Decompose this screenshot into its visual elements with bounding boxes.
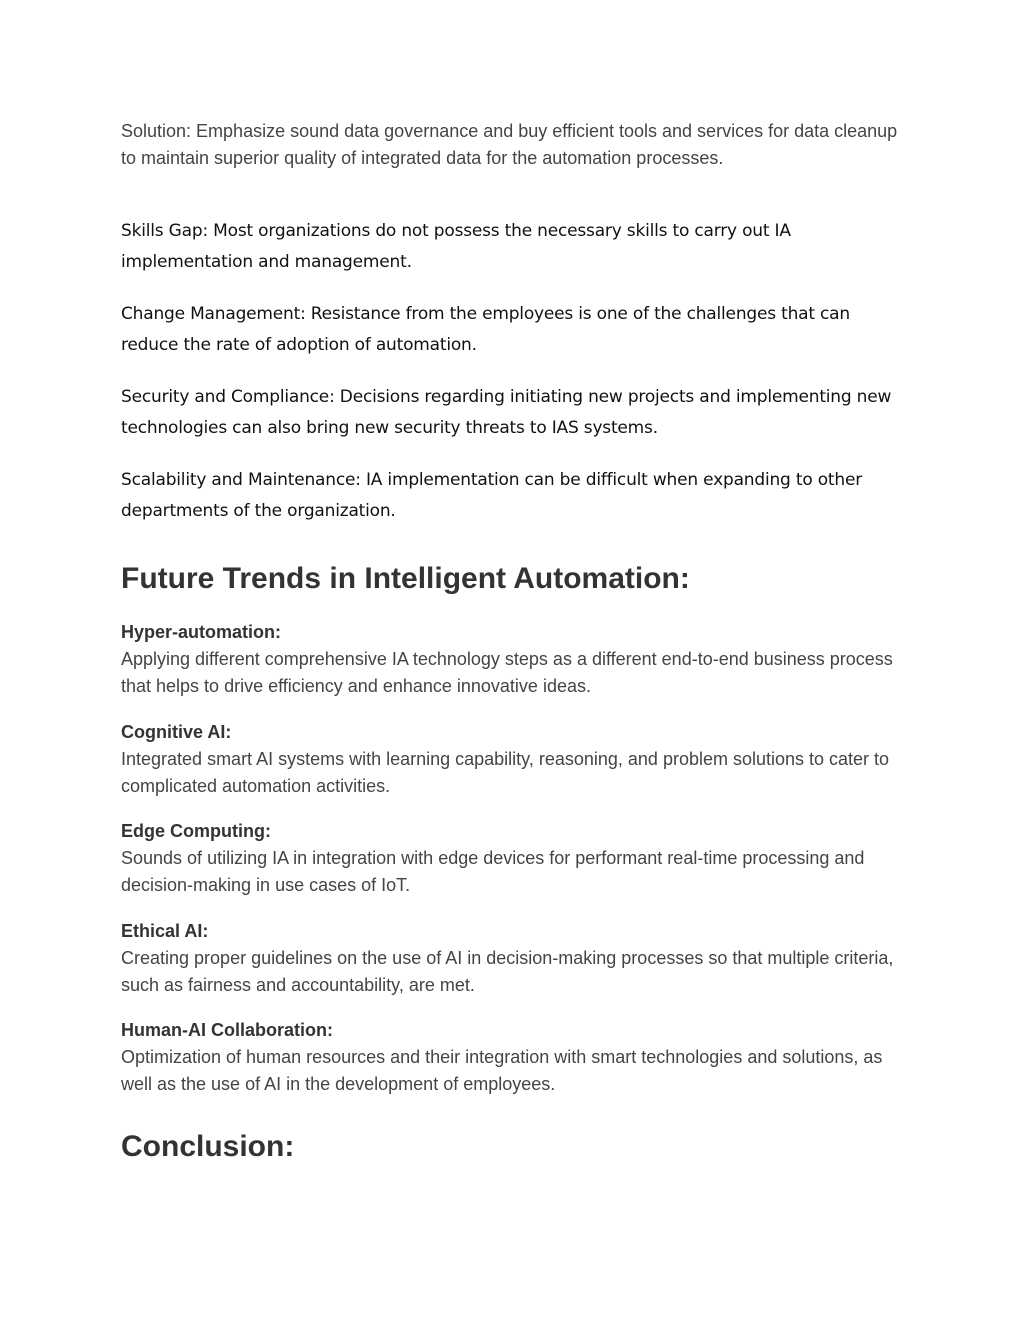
challenge-scalability-maintenance: Scalability and Maintenance: IA implementation can be difficult when expanding to other departments of the organization. (121, 470, 863, 521)
trend-item (121, 818, 911, 899)
trend-title: Hyper-automation: (121, 622, 282, 642)
trend-text: Integrated smart AI systems with learning capability, reasoning, and problem solutions to cater to complicated automation activities. (121, 749, 890, 796)
challenge-skills-gap: Skills Gap: Most organizations do not possess the necessary skills to carry out IA implementation and management. (121, 221, 791, 272)
trend-item (121, 619, 911, 700)
trend-item (121, 918, 911, 999)
conclusion-heading: Conclusion: (121, 1130, 295, 1163)
trend-title: Ethical AI: (121, 921, 209, 941)
solution-paragraph: Solution: Emphasize sound data governance and buy efficient tools and services for data cleanup to maintain superior quality of integrated data for the automation processes. (121, 121, 898, 168)
challenge-security-compliance: Security and Compliance: Decisions regarding initiating new projects and implementing new technologies can also bring new security threats to IAS systems. (121, 387, 892, 438)
trend-item (121, 1017, 911, 1098)
trend-text: Applying different comprehensive IA technology steps as a different end-to-end business process that helps to drive efficiency and enhance innovative ideas. (121, 649, 893, 696)
trend-item (121, 719, 911, 800)
trend-title: Cognitive AI: (121, 722, 232, 742)
trend-text: Creating proper guidelines on the use of AI in decision-making processes so that multiple criteria, such as fairness and accountability, are met. (121, 948, 894, 995)
trend-text: Optimization of human resources and their integration with smart technologies and solutions, as well as the use of AI in the development of employees. (121, 1047, 883, 1094)
challenge-change-management: Change Management: Resistance from the employees is one of the challenges that can reduce the rate of adoption of automation. (121, 304, 850, 355)
future-trends-heading: Future Trends in Intelligent Automation: (121, 562, 690, 595)
trend-title: Human-AI Collaboration: (121, 1020, 333, 1040)
trend-text: Sounds of utilizing IA in integration with edge devices for performant real-time processing and decision-making in use cases of IoT. (121, 848, 865, 895)
trend-title: Edge Computing: (121, 821, 271, 841)
